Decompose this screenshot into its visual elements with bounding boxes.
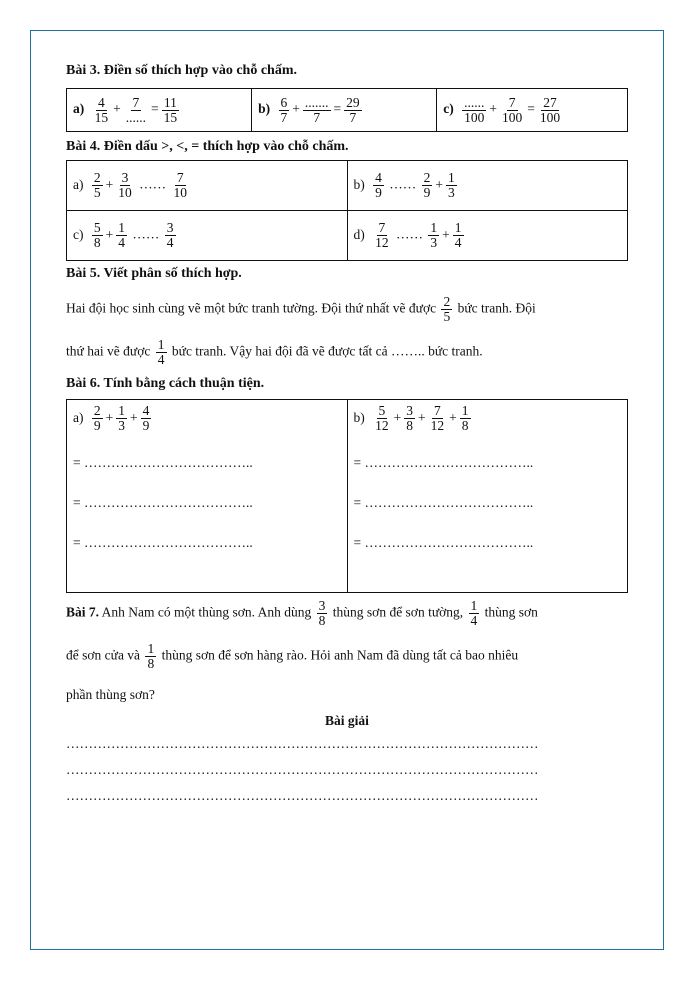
bai7-line1: Bài 7. Anh Nam có một thùng sơn. Anh dùng $\frac{3}{8}$ thùng sơn để sơn tường, $\frac{1}{4}$ thùng sơn [66, 598, 538, 628]
fraction: $\frac{5}{12}$ [375, 403, 389, 433]
bai3-cell-a: a) $\frac{4}{15}$ + $\frac{7}{......}$ = $\frac{11}{15}$ [67, 89, 252, 132]
fraction: $\frac{1}{4}$ [157, 337, 165, 367]
fraction: $\frac{1}{4}$ [118, 220, 125, 250]
fraction: $\frac{......}{100}$ [464, 94, 485, 125]
fraction: $\frac{7}{......}$ [125, 94, 146, 125]
bai4-title: Bài 4. Điền dấu >, <, = thích hợp vào chỗ chấm. [66, 139, 349, 154]
answer-line: = ……………………………….. [353, 495, 534, 510]
fraction: $\frac{4}{9}$ [142, 403, 150, 433]
bai3-title: Bài 3. Điền số thích hợp vào chỗ chấm. [66, 63, 297, 78]
fraction: $\frac{7}{10}$ [173, 170, 187, 200]
fraction: $\frac{27}{100}$ [539, 94, 561, 125]
worksheet [66, 62, 628, 809]
bai5-line1: Hai đội học sinh cùng vẽ một bức tranh tường. Đội thứ nhất vẽ được $\frac{2}{5}$ bức tranh. Đội [66, 294, 536, 324]
answer-line: = ……………………………….. [353, 535, 534, 550]
bai4-table [66, 160, 628, 261]
fraction: $\frac{.......}{7}$ [304, 94, 329, 125]
fraction: $\frac{2}{9}$ [93, 403, 101, 433]
fraction: $\frac{1}{8}$ [461, 403, 469, 433]
bai4-cell-c: c) $\frac{5}{8}$ + $\frac{1}{4}$ …… $\frac{3}{4}$ [67, 211, 348, 261]
fraction: $\frac{7}{100}$ [502, 94, 523, 125]
bai5-title: Bài 5. Viết phân số thích hợp. [66, 266, 242, 281]
bai3-cell-c: c) $\frac{......}{100}$ + $\frac{7}{100}$ = $\frac{27}{100}$ [437, 89, 628, 132]
fraction: $\frac{7}{12}$ [430, 403, 445, 433]
bai4-cell-a: a) $\frac{2}{5}$ + $\frac{3}{10}$ …… $\frac{7}{10}$ [67, 161, 348, 211]
answer-line: = ……………………………….. [73, 535, 253, 550]
fraction: $\frac{2}{5}$ [443, 294, 451, 324]
fraction: $\frac{2}{9}$ [423, 170, 431, 200]
fraction: $\frac{1}{3}$ [118, 403, 125, 433]
fraction: $\frac{11}{15}$ [163, 94, 178, 125]
bai6-cell-b: b) $\frac{5}{12}$ + $\frac{3}{8}$ + $\frac{7}{12}$ + $\frac{1}{8}$ = ……………………………….. = ……………………………….. = ……………………………….. [347, 400, 628, 593]
fraction: $\frac{1}{8}$ [147, 641, 155, 671]
fraction: $\frac{1}{4}$ [470, 598, 478, 628]
answer-line: = ……………………………….. [73, 495, 253, 510]
bai6-cell-a: a) $\frac{2}{9}$ + $\frac{1}{3}$ + $\frac{4}{9}$ = ……………………………….. = ……………………………….. = ……………………………….. [67, 400, 348, 593]
solution-line: …………………………………………………………………………………………… [66, 788, 539, 803]
bai4-cell-b: b) $\frac{4}{9}$ …… $\frac{2}{9}$ + $\frac{1}{3}$ [347, 161, 628, 211]
bai5-line2: thứ hai vẽ được $\frac{1}{4}$ bức tranh. Vậy hai đội đã vẽ được tất cả …….. bức tranh. [66, 337, 483, 367]
bai7-line2: để sơn cửa và $\frac{1}{8}$ thùng sơn để sơn hàng rào. Hỏi anh Nam đã dùng tất cả bao nhiêu [66, 641, 519, 671]
fraction: $\frac{29}{7}$ [346, 94, 360, 125]
solution-title: Bài giải [325, 713, 369, 728]
fraction: $\frac{4}{9}$ [375, 170, 382, 200]
fraction: $\frac{1}{4}$ [454, 220, 462, 250]
fraction: $\frac{1}{3}$ [448, 170, 455, 200]
fraction: $\frac{3}{4}$ [166, 220, 174, 250]
answer-line: = ……………………………….. [353, 455, 534, 470]
bai6-table [66, 399, 628, 593]
bai3-table [66, 88, 628, 132]
bai6-title: Bài 6. Tính bằng cách thuận tiện. [66, 376, 265, 391]
fraction: $\frac{5}{8}$ [93, 220, 101, 250]
fraction: $\frac{3}{8}$ [406, 403, 413, 433]
fraction: $\frac{3}{8}$ [318, 598, 326, 628]
fraction: $\frac{4}{15}$ [94, 94, 109, 125]
fraction: $\frac{2}{5}$ [93, 170, 101, 200]
solution-line: …………………………………………………………………………………………… [66, 736, 539, 751]
solution-line: …………………………………………………………………………………………… [66, 762, 539, 777]
answer-line: = ……………………………….. [73, 455, 253, 470]
fraction: $\frac{7}{12}$ [375, 220, 389, 250]
fraction: $\frac{6}{7}$ [280, 94, 288, 125]
bai7-line3: phần thùng sơn? [66, 687, 155, 702]
fraction: $\frac{3}{10}$ [118, 170, 132, 200]
bai3-cell-b: b) $\frac{6}{7}$ + $\frac{.......}{7}$ = $\frac{29}{7}$ [252, 89, 437, 132]
bai4-cell-d: d) $\frac{7}{12}$ …… $\frac{1}{3}$ + $\frac{1}{4}$ [347, 211, 628, 261]
fraction: $\frac{1}{3}$ [430, 220, 438, 250]
